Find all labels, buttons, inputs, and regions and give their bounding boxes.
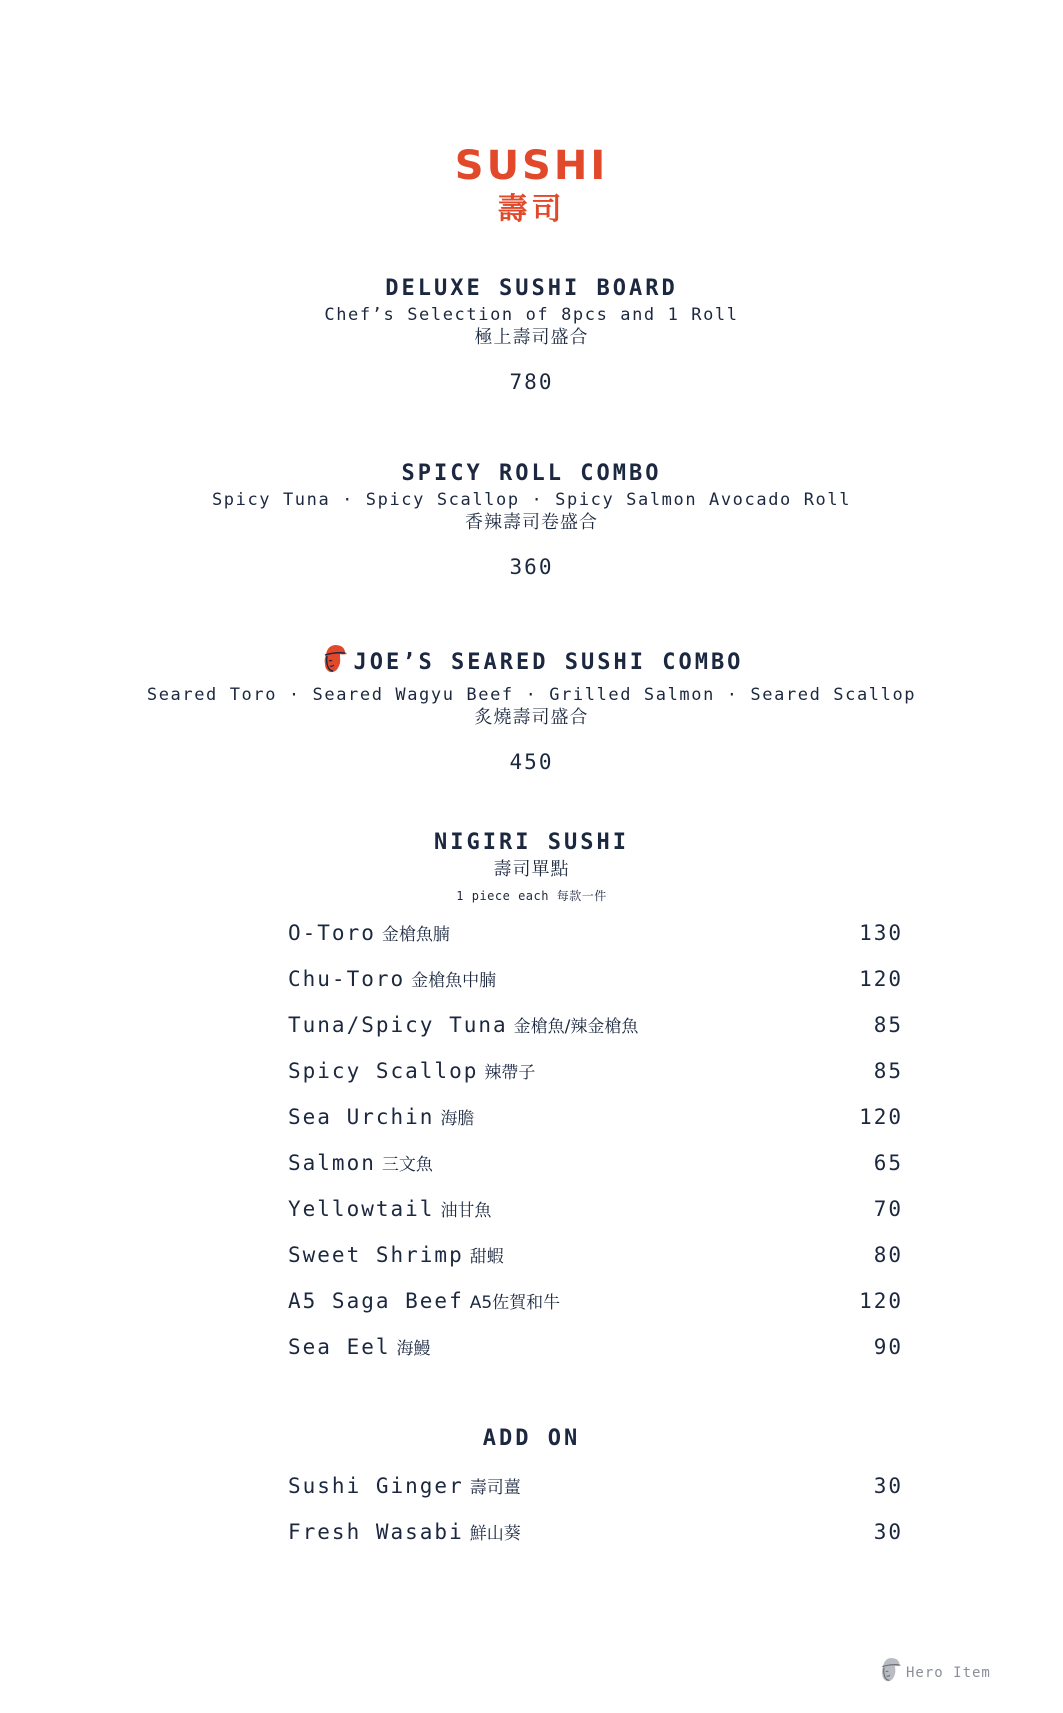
item-name: Sushi Ginger	[288, 1474, 464, 1498]
item-name: Chu-Toro	[288, 967, 406, 991]
item-name-zh: 壽司薑	[469, 1478, 521, 1498]
item-name: Fresh Wasabi	[288, 1520, 464, 1544]
combo-name: JOE’S SEARED SUSHI COMBO	[353, 650, 744, 675]
section-title: ADD ON	[482, 1426, 581, 1451]
addon-section-header	[0, 1424, 1063, 1454]
hero-item-legend	[878, 1655, 991, 1689]
addon-list	[288, 1471, 903, 1563]
list-item	[288, 1010, 903, 1056]
nigiri-section-header	[0, 828, 1063, 904]
list-item	[288, 918, 903, 964]
combo-description: Spicy Tuna · Spicy Scallop · Spicy Salmon Avocado Roll	[211, 490, 852, 510]
combo-description: Seared Toro · Seared Wagyu Beef · Grilled Salmon · Seared Scallop	[146, 685, 917, 705]
item-price: 80	[873, 1243, 903, 1267]
list-item	[288, 1332, 903, 1378]
combo-name-zh: 極上壽司盛合	[474, 327, 589, 348]
item-name-zh: 海鰻	[396, 1339, 431, 1359]
item-name-zh: 辣帶子	[484, 1063, 536, 1083]
item-price: 120	[859, 1289, 903, 1313]
item-price: 85	[873, 1013, 903, 1037]
note-zh: 每款一件	[556, 889, 607, 903]
item-name: Sea Eel	[288, 1335, 391, 1359]
combo-name: DELUXE SUSHI BOARD	[385, 276, 678, 301]
menu-title: SUSHI	[454, 143, 609, 189]
combo-price: 450	[509, 750, 554, 774]
item-name-zh: 金槍魚/辣金槍魚	[513, 1017, 639, 1037]
list-item	[288, 1194, 903, 1240]
item-name-zh: 金槍魚腩	[381, 925, 450, 945]
combo-joes-seared-sushi	[0, 643, 1063, 776]
menu-title-zh: 壽司	[497, 192, 566, 227]
item-name-zh: 金槍魚中腩	[411, 971, 497, 991]
legend-label: Hero Item	[906, 1665, 991, 1681]
item-name: Sea Urchin	[288, 1105, 435, 1129]
hero-face-icon	[320, 643, 348, 684]
list-item	[288, 1102, 903, 1148]
item-price: 30	[873, 1520, 903, 1544]
section-title: NIGIRI SUSHI	[434, 830, 629, 855]
combo-price: 780	[509, 370, 554, 394]
item-name-zh: 海膽	[440, 1109, 475, 1129]
nigiri-list	[288, 918, 903, 1378]
item-name: A5 Saga Beef	[288, 1289, 464, 1313]
item-price: 70	[873, 1197, 903, 1221]
item-price: 65	[873, 1151, 903, 1175]
item-name: Salmon	[288, 1151, 376, 1175]
hero-face-icon	[878, 1655, 902, 1689]
item-name-zh: 甜蝦	[469, 1247, 504, 1267]
item-price: 85	[873, 1059, 903, 1083]
list-item	[288, 1471, 903, 1517]
item-price: 90	[873, 1335, 903, 1359]
combo-name: SPICY ROLL COMBO	[401, 461, 662, 486]
list-item	[288, 1056, 903, 1102]
item-name: Yellowtail	[288, 1197, 435, 1221]
item-price: 130	[859, 921, 903, 945]
item-name: Tuna/Spicy Tuna	[288, 1013, 508, 1037]
item-price: 30	[873, 1474, 903, 1498]
item-name: Spicy Scallop	[288, 1059, 479, 1083]
combo-price: 360	[509, 555, 554, 579]
item-price: 120	[859, 1105, 903, 1129]
list-item	[288, 1286, 903, 1332]
item-price: 120	[859, 967, 903, 991]
item-name-zh: 鮮山葵	[469, 1524, 521, 1544]
section-title-zh: 壽司單點	[493, 859, 570, 880]
combo-name-zh: 香辣壽司卷盛合	[465, 512, 598, 533]
combo-deluxe-sushi-board	[0, 274, 1063, 396]
item-name-zh: A5佐賀和牛	[469, 1293, 561, 1313]
combo-name-zh: 炙燒壽司盛合	[474, 707, 589, 728]
list-item	[288, 1240, 903, 1286]
list-item	[288, 964, 903, 1010]
combo-description: Chef’s Selection of 8pcs and 1 Roll	[324, 305, 739, 325]
section-note	[0, 888, 1063, 904]
item-name: Sweet Shrimp	[288, 1243, 464, 1267]
list-item	[288, 1517, 903, 1563]
combo-spicy-roll	[0, 459, 1063, 581]
list-item	[288, 1148, 903, 1194]
item-name-zh: 三文魚	[381, 1155, 433, 1175]
combo-name-row	[0, 643, 1063, 684]
note-en: 1 piece each	[456, 889, 549, 903]
item-name: O-Toro	[288, 921, 376, 945]
item-name-zh: 油甘魚	[440, 1201, 492, 1221]
